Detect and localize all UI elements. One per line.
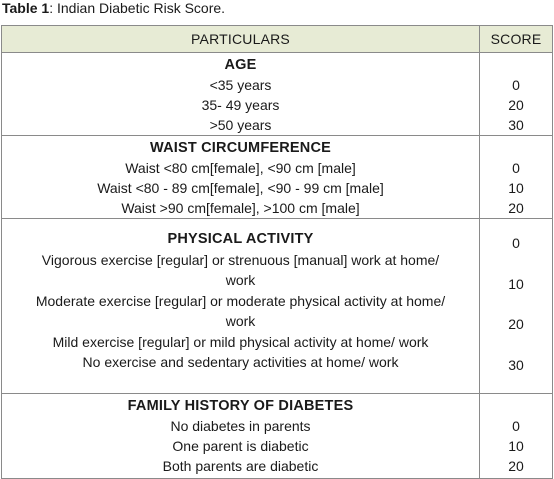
row-score: 30 xyxy=(508,357,524,373)
waist-particulars xyxy=(2,136,480,219)
activity-particulars xyxy=(2,219,480,394)
section-title: PHYSICAL ACTIVITY xyxy=(167,231,314,247)
age-particulars xyxy=(2,53,480,136)
header-particulars: PARTICULARS xyxy=(2,26,480,53)
caption-label: Table 1 xyxy=(2,0,50,16)
row-text: >50 years xyxy=(209,117,272,133)
row-text: Vigorous exercise [regular] or strenuous [manual] work at home/ xyxy=(41,251,440,268)
row-score: 0 xyxy=(512,160,520,176)
section-title: FAMILY HISTORY OF DIABETES xyxy=(127,398,354,414)
row-text: One parent is diabetic xyxy=(172,438,309,454)
section-age xyxy=(2,53,553,136)
row-score: 20 xyxy=(508,200,524,216)
row-text: Mild exercise [regular] or mild physical activity at home/ work xyxy=(52,333,429,350)
row-score: 10 xyxy=(508,180,524,196)
row-score: 20 xyxy=(508,97,524,113)
section-title: WAIST CIRCUMFERENCE xyxy=(149,140,332,156)
section-family-history xyxy=(2,394,553,479)
section-title: AGE xyxy=(224,57,257,73)
section-physical-activity xyxy=(2,219,553,394)
row-text: No diabetes in parents xyxy=(170,418,311,434)
row-score: 20 xyxy=(508,458,524,474)
row-text: No exercise and sedentary activities at home/ work xyxy=(82,354,399,370)
row-score: 0 xyxy=(512,235,520,251)
row-score: 0 xyxy=(512,418,520,434)
row-text: Waist <80 cm[female], <90 cm [male] xyxy=(125,160,356,176)
activity-scores xyxy=(480,219,553,394)
row-text: Both parents are diabetic xyxy=(162,458,319,474)
row-text: <35 years xyxy=(209,77,272,93)
risk-score-table xyxy=(1,25,553,479)
header-row xyxy=(2,26,553,53)
age-scores xyxy=(480,53,553,136)
table-caption xyxy=(2,0,225,17)
family-particulars xyxy=(2,394,480,479)
row-text: work xyxy=(225,313,256,329)
row-text: Moderate exercise [regular] or moderate physical activity at home/ xyxy=(35,292,446,309)
family-scores xyxy=(480,394,553,479)
row-score: 10 xyxy=(508,438,524,454)
waist-scores xyxy=(480,136,553,219)
row-score: 30 xyxy=(508,117,524,133)
row-score: 10 xyxy=(508,276,524,292)
row-score: 0 xyxy=(512,77,520,93)
row-score: 20 xyxy=(508,316,524,332)
row-text: Waist >90 cm[female], >100 cm [male] xyxy=(121,200,360,216)
section-waist xyxy=(2,136,553,219)
row-text: 35- 49 years xyxy=(201,97,280,113)
row-text: work xyxy=(225,272,256,288)
caption-text: : Indian Diabetic Risk Score. xyxy=(49,0,226,16)
row-text: Waist <80 - 89 cm[female], <90 - 99 cm [male] xyxy=(97,180,384,196)
header-score: SCORE xyxy=(480,26,553,53)
